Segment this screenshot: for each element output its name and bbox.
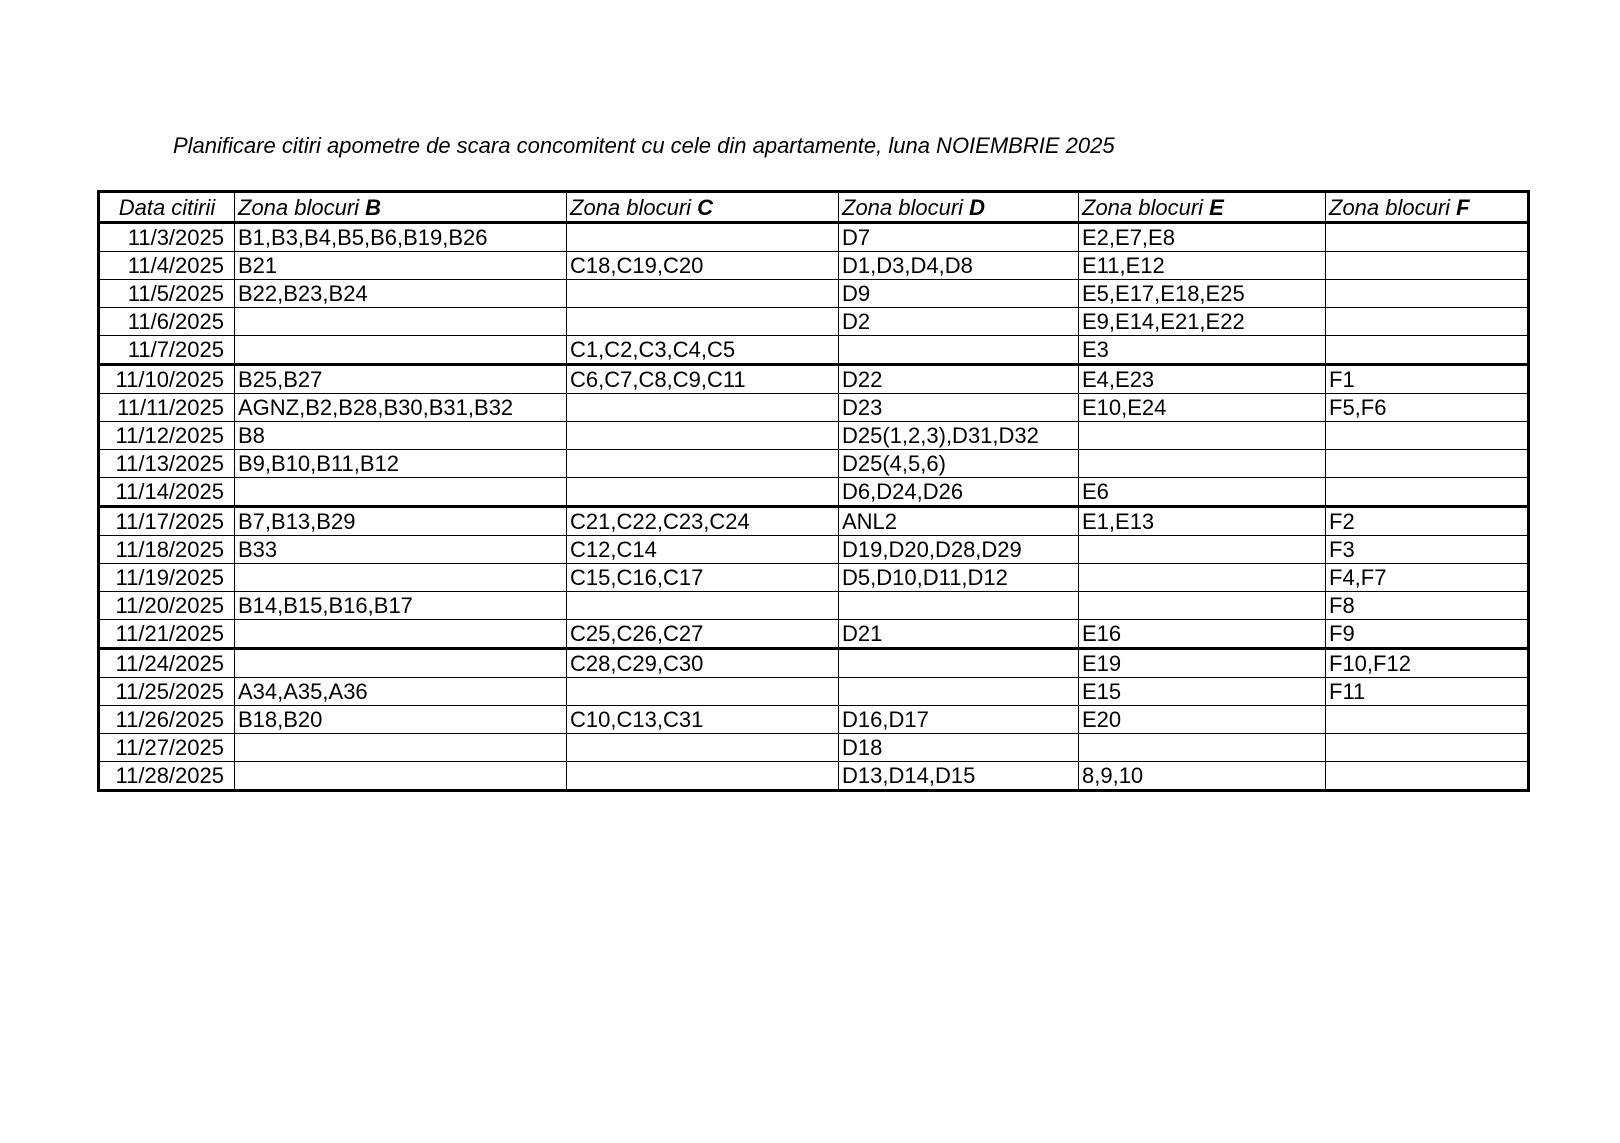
zone-f-cell: F11 [1326,678,1529,706]
zone-f-cell: F5,F6 [1326,394,1529,422]
date-cell: 11/27/2025 [99,734,235,762]
zone-c-cell: C10,C13,C31 [567,706,839,734]
zone-f-cell: F3 [1326,536,1529,564]
date-cell: 11/25/2025 [99,678,235,706]
table-row [99,422,1529,450]
table-row [99,678,1529,706]
date-cell: 11/12/2025 [99,422,235,450]
table-row [99,252,1529,280]
date-cell: 11/6/2025 [99,308,235,336]
zone-d-cell [839,336,1079,365]
zone-f-cell: F10,F12 [1326,649,1529,678]
zone-e-cell: E2,E7,E8 [1079,223,1326,252]
zone-c-cell: C18,C19,C20 [567,252,839,280]
zone-f-cell [1326,706,1529,734]
zone-b-cell: B18,B20 [235,706,567,734]
zone-f-cell: F9 [1326,620,1529,649]
zone-d-cell: D13,D14,D15 [839,762,1079,791]
zone-c-cell [567,762,839,791]
zone-e-cell [1079,592,1326,620]
header-date: Data citirii [99,192,235,223]
date-cell: 11/11/2025 [99,394,235,422]
table-row [99,507,1529,536]
date-cell: 11/20/2025 [99,592,235,620]
header-zone-d: Zona blocuri D [839,192,1079,223]
zone-c-cell: C25,C26,C27 [567,620,839,649]
zone-b-cell [235,620,567,649]
zone-c-cell [567,592,839,620]
zone-e-cell: E9,E14,E21,E22 [1079,308,1326,336]
zone-b-cell: B33 [235,536,567,564]
zone-d-cell: ANL2 [839,507,1079,536]
zone-c-cell [567,734,839,762]
zone-e-cell: E16 [1079,620,1326,649]
zone-f-cell: F8 [1326,592,1529,620]
date-cell: 11/4/2025 [99,252,235,280]
date-cell: 11/19/2025 [99,564,235,592]
zone-e-cell [1079,564,1326,592]
zone-f-cell [1326,478,1529,507]
zone-d-cell: D9 [839,280,1079,308]
zone-b-cell: B1,B3,B4,B5,B6,B19,B26 [235,223,567,252]
zone-b-cell: B14,B15,B16,B17 [235,592,567,620]
zone-c-cell: C28,C29,C30 [567,649,839,678]
zone-b-cell [235,336,567,365]
table-row [99,336,1529,365]
zone-b-cell: B21 [235,252,567,280]
zone-c-cell [567,678,839,706]
zone-b-cell: AGNZ,B2,B28,B30,B31,B32 [235,394,567,422]
zone-c-cell [567,450,839,478]
date-cell: 11/7/2025 [99,336,235,365]
table-row [99,450,1529,478]
zone-e-cell: E11,E12 [1079,252,1326,280]
date-cell: 11/21/2025 [99,620,235,649]
zone-e-cell: 8,9,10 [1079,762,1326,791]
table-header-row [99,192,1529,223]
schedule-body [99,223,1529,791]
zone-b-cell [235,564,567,592]
zone-b-cell [235,762,567,791]
zone-c-cell [567,394,839,422]
header-zone-f: Zona blocuri F [1326,192,1529,223]
zone-e-cell [1079,450,1326,478]
zone-e-cell [1079,734,1326,762]
date-cell: 11/26/2025 [99,706,235,734]
zone-e-cell: E3 [1079,336,1326,365]
date-cell: 11/10/2025 [99,365,235,394]
table-row [99,478,1529,507]
zone-c-cell: C1,C2,C3,C4,C5 [567,336,839,365]
zone-c-cell [567,223,839,252]
zone-d-cell: D6,D24,D26 [839,478,1079,507]
date-cell: 11/18/2025 [99,536,235,564]
zone-e-cell: E6 [1079,478,1326,507]
zone-b-cell [235,478,567,507]
zone-e-cell [1079,422,1326,450]
zone-e-cell: E20 [1079,706,1326,734]
zone-f-cell [1326,734,1529,762]
zone-d-cell [839,678,1079,706]
table-row [99,223,1529,252]
zone-d-cell: D7 [839,223,1079,252]
zone-b-cell: B7,B13,B29 [235,507,567,536]
zone-f-cell [1326,252,1529,280]
zone-b-cell: B25,B27 [235,365,567,394]
zone-c-cell [567,308,839,336]
zone-f-cell: F2 [1326,507,1529,536]
table-row [99,620,1529,649]
date-cell: 11/5/2025 [99,280,235,308]
table-row [99,592,1529,620]
table-row [99,649,1529,678]
zone-b-cell [235,649,567,678]
zone-f-cell [1326,422,1529,450]
zone-d-cell: D25(1,2,3),D31,D32 [839,422,1079,450]
zone-b-cell: A34,A35,A36 [235,678,567,706]
zone-d-cell: D19,D20,D28,D29 [839,536,1079,564]
zone-f-cell: F1 [1326,365,1529,394]
header-zone-e: Zona blocuri E [1079,192,1326,223]
zone-c-cell [567,422,839,450]
zone-d-cell: D23 [839,394,1079,422]
zone-b-cell [235,308,567,336]
zone-c-cell [567,478,839,507]
header-zone-c: Zona blocuri C [567,192,839,223]
zone-d-cell: D25(4,5,6) [839,450,1079,478]
zone-d-cell [839,592,1079,620]
zone-f-cell: F4,F7 [1326,564,1529,592]
date-cell: 11/28/2025 [99,762,235,791]
table-row [99,365,1529,394]
zone-d-cell: D16,D17 [839,706,1079,734]
zone-e-cell: E5,E17,E18,E25 [1079,280,1326,308]
zone-b-cell: B9,B10,B11,B12 [235,450,567,478]
zone-c-cell: C21,C22,C23,C24 [567,507,839,536]
zone-b-cell: B22,B23,B24 [235,280,567,308]
table-row [99,564,1529,592]
zone-e-cell: E1,E13 [1079,507,1326,536]
zone-d-cell [839,649,1079,678]
zone-f-cell [1326,762,1529,791]
zone-c-cell: C12,C14 [567,536,839,564]
zone-d-cell: D22 [839,365,1079,394]
zone-c-cell: C15,C16,C17 [567,564,839,592]
table-row [99,394,1529,422]
table-row [99,536,1529,564]
zone-f-cell [1326,223,1529,252]
reading-schedule-table [97,190,1530,792]
date-cell: 11/13/2025 [99,450,235,478]
zone-d-cell: D5,D10,D11,D12 [839,564,1079,592]
table-row [99,734,1529,762]
zone-e-cell: E19 [1079,649,1326,678]
zone-e-cell: E15 [1079,678,1326,706]
date-cell: 11/24/2025 [99,649,235,678]
zone-e-cell: E10,E24 [1079,394,1326,422]
zone-f-cell [1326,280,1529,308]
table-row [99,706,1529,734]
zone-d-cell: D18 [839,734,1079,762]
date-cell: 11/17/2025 [99,507,235,536]
zone-f-cell [1326,450,1529,478]
zone-c-cell [567,280,839,308]
zone-e-cell [1079,536,1326,564]
zone-e-cell: E4,E23 [1079,365,1326,394]
date-cell: 11/3/2025 [99,223,235,252]
zone-f-cell [1326,336,1529,365]
table-row [99,280,1529,308]
zone-b-cell [235,734,567,762]
zone-d-cell: D2 [839,308,1079,336]
zone-b-cell: B8 [235,422,567,450]
table-row [99,308,1529,336]
table-row [99,762,1529,791]
document-title: Planificare citiri apometre de scara concomitent cu cele din apartamente, luna NOIEMBRIE 2025 [173,133,1115,158]
header-zone-b: Zona blocuri B [235,192,567,223]
zone-c-cell: C6,C7,C8,C9,C11 [567,365,839,394]
zone-d-cell: D21 [839,620,1079,649]
zone-f-cell [1326,308,1529,336]
date-cell: 11/14/2025 [99,478,235,507]
zone-d-cell: D1,D3,D4,D8 [839,252,1079,280]
